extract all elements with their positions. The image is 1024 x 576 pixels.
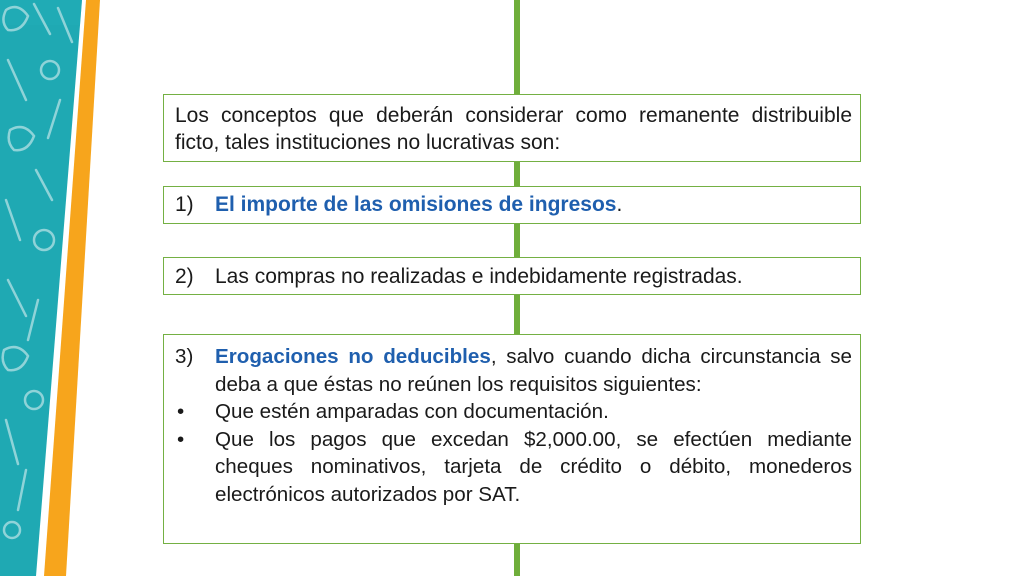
item-number: 2): [175, 265, 194, 288]
item-highlight: El importe de las omisiones de ingresos: [215, 193, 617, 216]
intro-text: Los conceptos que deberán considerar como remanente distribuible ficto, tales instituciones no lucrativas son:: [175, 104, 852, 154]
bullet-text: Que estén amparadas con documentación.: [215, 400, 609, 423]
item-number: 3): [175, 345, 194, 368]
bullet-icon: •: [177, 427, 185, 451]
item-number: 1): [175, 193, 194, 216]
item-text: [215, 191, 852, 218]
list-item: [175, 343, 852, 398]
intro-box: [163, 94, 861, 162]
list-item: [175, 263, 852, 290]
bullet-item: [175, 398, 852, 426]
item-rest: , salvo cuando dicha circunstancia se deba a que éstas no reúnen los requisitos siguientes:: [215, 345, 853, 396]
bullet-icon: •: [177, 400, 185, 423]
item-text: Las compras no realizadas e indebidamente registradas.: [215, 265, 743, 288]
item-rest: .: [616, 193, 623, 216]
bullet-item: [175, 426, 852, 509]
bullet-text: Que los pagos que excedan $2,000.00, se efectúen mediante cheques nominativos, tarjeta de crédito o débito, monederos electrónicos autorizados por SAT.: [215, 427, 852, 506]
decorative-side-banner: [0, 0, 112, 576]
item-highlight: Erogaciones no deducibles: [215, 345, 491, 368]
item-1-box: [163, 186, 861, 224]
item-2-box: [163, 257, 861, 295]
item-3-box: [163, 334, 861, 544]
item-text: [215, 343, 852, 398]
list-item: [175, 191, 852, 218]
